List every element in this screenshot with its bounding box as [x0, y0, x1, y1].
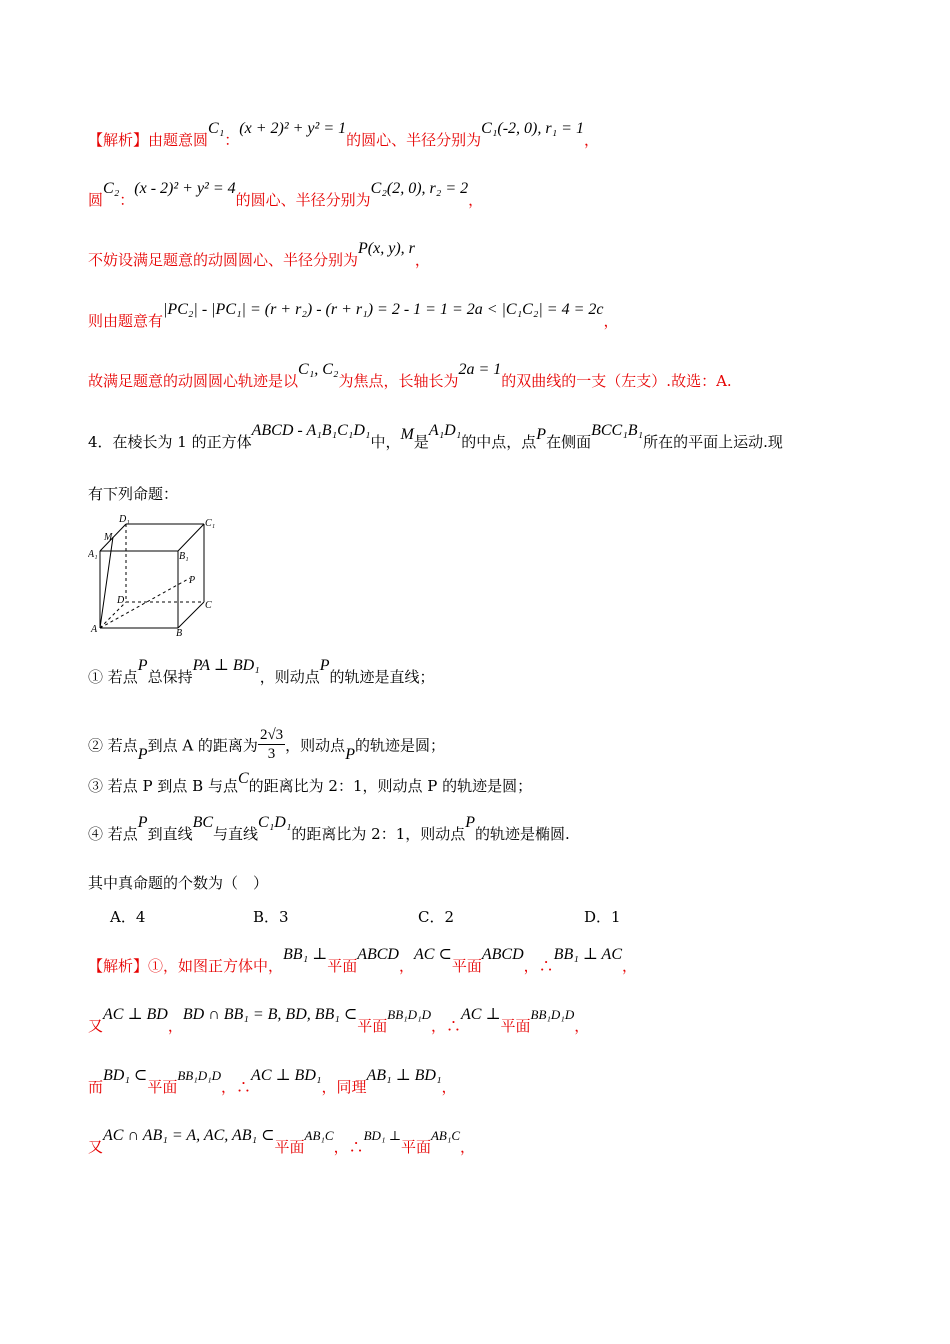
sol3-line-1: 【解析】由题意圆C₁：(x + 2)² + y² = 1的圆心、半径分别为C₁(-2, 0), r₁ = 1，: [88, 120, 599, 149]
cube-figure: [88, 512, 228, 642]
fraction-2sqrt3-over-3: $\frac{2√3}{3}$: [259, 727, 284, 762]
sol4-line-1: 【解析】①，如图正方体中，BB₁ ⊥平面ABCD，AC ⊂平面ABCD，∴BB₁ ⊥ AC，: [88, 946, 637, 975]
segment-a-p: [100, 578, 190, 628]
option-b: B．3: [253, 908, 289, 926]
edge-c-b: [178, 602, 204, 628]
solution-tag: 【解析】: [88, 131, 149, 149]
label-d: D: [117, 595, 125, 606]
solution-tag: 【解析】: [88, 957, 149, 975]
sol3-line-5: 故满足题意的动圆圆心轨迹是以C₁, C₂为焦点，长轴长为2a = 1的双曲线的一支（左支）.故选：A.: [88, 361, 732, 390]
sol3-line-4: 则由题意有|PC₂| - |PC₁| = (r + r₂) - (r + r₁) = 2 - 1 = 1 = 2a < |C₁C₂| = 4 = 2c，: [88, 301, 619, 330]
proposition-3: ③ 若点 P 到点 B 与点C的距离比为 2：1，则动点 P 的轨迹是圆；: [88, 770, 533, 795]
proposition-1: ① 若点P总保持PA ⊥ BD₁，则动点P的轨迹是直线；: [88, 657, 435, 686]
option-d: D．1: [584, 908, 621, 926]
question-4-stem-cont: 有下列命题：: [88, 485, 179, 503]
option-a: A．4: [110, 908, 146, 926]
proposition-4: ④ 若点P到直线BC与直线C₁D₁的距离比为 2：1，则动点P的轨迹是椭圆.: [88, 814, 570, 843]
sol3-line-3: 不妨设满足题意的动圆圆心、半径分别为P(x, y), r，: [88, 240, 430, 269]
sol3-line-2: 圆C₂：(x - 2)² + y² = 4的圆心、半径分别为C₂(2, 0), r₂ = 2，: [88, 180, 484, 209]
sol4-line-2: 又AC ⊥ BD，BD ∩ BB₁ = B, BD, BB₁ ⊂平面BB₁D₁D，∴AC ⊥平面BB₁D₁D，: [88, 1006, 590, 1035]
label-d1: D₁: [119, 514, 130, 525]
label-b: B: [176, 628, 183, 639]
sol4-line-3: 而BD₁ ⊂平面BB₁D₁D，∴AC ⊥ BD₁，同理AB₁ ⊥ BD₁，: [88, 1067, 457, 1096]
proposition-2: ② 若点P到点 A 的距离为 $\frac{2√3}{3}$ ，则动点P的轨迹是圆；: [88, 727, 445, 763]
label-b1: B₁: [179, 551, 189, 562]
sol4-line-4: 又AC ∩ AB₁ = A, AC, AB₁ ⊂平面AB₁C，∴BD₁ ⊥平面AB₁C，: [88, 1127, 476, 1156]
option-c: C．2: [418, 908, 455, 926]
label-a1: A₁: [88, 549, 98, 560]
label-c1: C₁: [205, 518, 216, 529]
edge-c1-b1: [178, 524, 204, 551]
label-p: P: [189, 575, 196, 586]
question-4-stem: 4．在棱长为 1 的正方体ABCD - A₁B₁C₁D₁中，M是A₁D₁的中点，点P在侧面BCC₁B₁所在的平面上运动.现: [88, 422, 783, 451]
label-m: M: [104, 532, 113, 543]
question-4-ask: 其中真命题的个数为（ ）: [88, 874, 269, 892]
label-c: C: [205, 600, 212, 611]
label-a: A: [91, 624, 98, 635]
